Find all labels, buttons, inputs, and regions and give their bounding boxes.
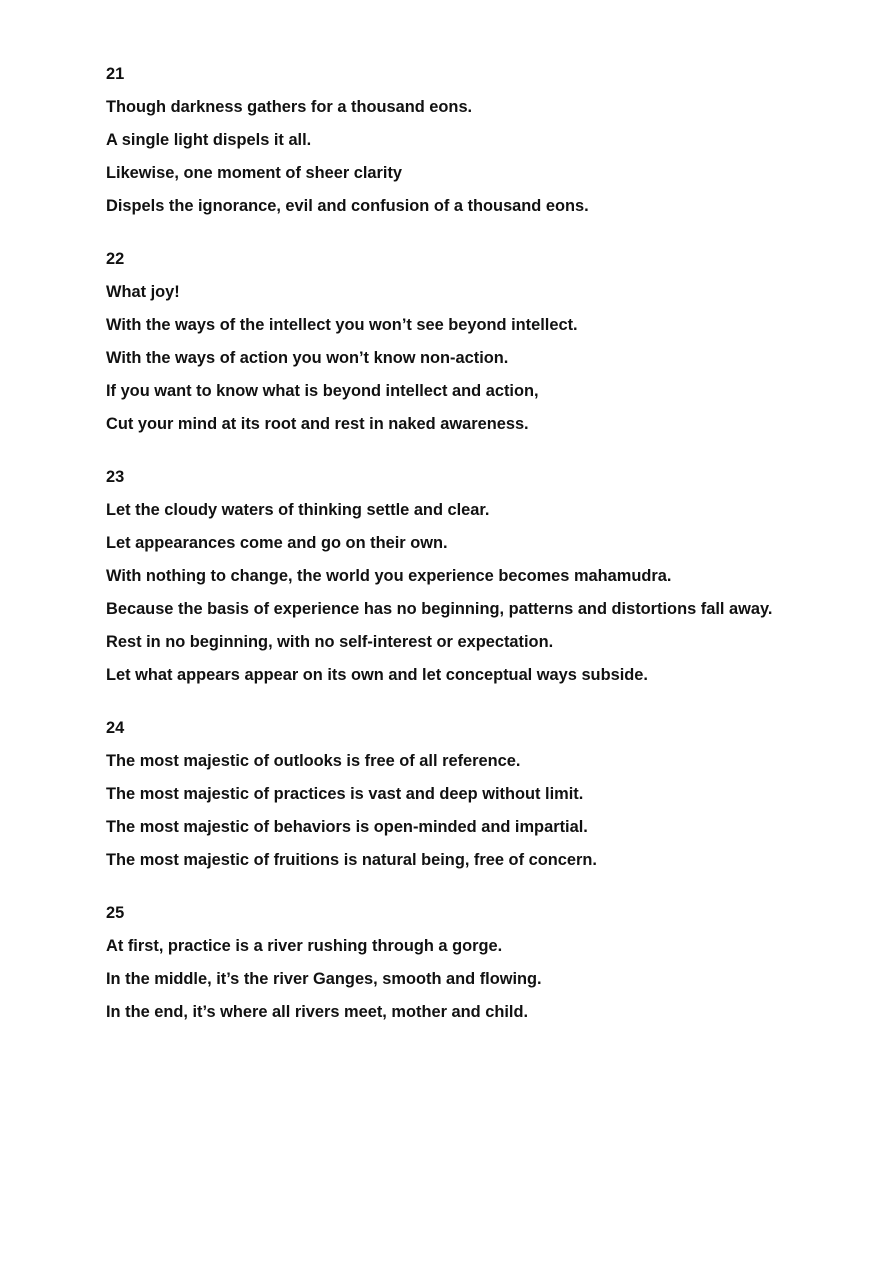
verse-line: Though darkness gathers for a thousand eons. — [106, 98, 473, 116]
verse-24 — [106, 718, 786, 870]
verse-line: The most majestic of outlooks is free of all reference. — [106, 752, 521, 770]
verse-number: 23 — [106, 468, 125, 486]
verse-23 — [106, 467, 786, 685]
verse-line: Because the basis of experience has no beginning, patterns and distortions fall away. — [106, 600, 773, 618]
verse-21 — [106, 64, 786, 216]
verse-line: The most majestic of fruitions is natural being, free of concern. — [106, 851, 597, 869]
verse-number: 22 — [106, 250, 125, 268]
verse-line: Rest in no beginning, with no self-interest or expectation. — [106, 633, 554, 651]
verse-line: Let what appears appear on its own and let conceptual ways subside. — [106, 666, 648, 684]
verse-line: In the end, it’s where all rivers meet, mother and child. — [106, 1003, 529, 1021]
document-page — [106, 64, 786, 1055]
verse-line: Let the cloudy waters of thinking settle and clear. — [106, 501, 490, 519]
verse-line: Dispels the ignorance, evil and confusion of a thousand eons. — [106, 197, 589, 215]
verse-line: The most majestic of practices is vast and deep without limit. — [106, 785, 584, 803]
verse-number: 24 — [106, 719, 125, 737]
verse-line: At first, practice is a river rushing through a gorge. — [106, 937, 503, 955]
verse-line: Let appearances come and go on their own. — [106, 534, 448, 552]
verse-number: 21 — [106, 65, 125, 83]
verse-line: Likewise, one moment of sheer clarity — [106, 164, 403, 182]
verse-line: With the ways of the intellect you won’t see beyond intellect. — [106, 316, 578, 334]
verse-line: A single light dispels it all. — [106, 131, 312, 149]
verse-number: 25 — [106, 904, 125, 922]
verse-line: If you want to know what is beyond intellect and action, — [106, 382, 539, 400]
verse-line: What joy! — [106, 283, 180, 301]
verse-22 — [106, 249, 786, 434]
verse-line: In the middle, it’s the river Ganges, smooth and flowing. — [106, 970, 542, 988]
verse-line: With the ways of action you won’t know non-action. — [106, 349, 509, 367]
verse-line: With nothing to change, the world you experience becomes mahamudra. — [106, 567, 672, 585]
verse-25 — [106, 903, 786, 1022]
verse-line: Cut your mind at its root and rest in naked awareness. — [106, 415, 529, 433]
verse-line: The most majestic of behaviors is open-minded and impartial. — [106, 818, 588, 836]
